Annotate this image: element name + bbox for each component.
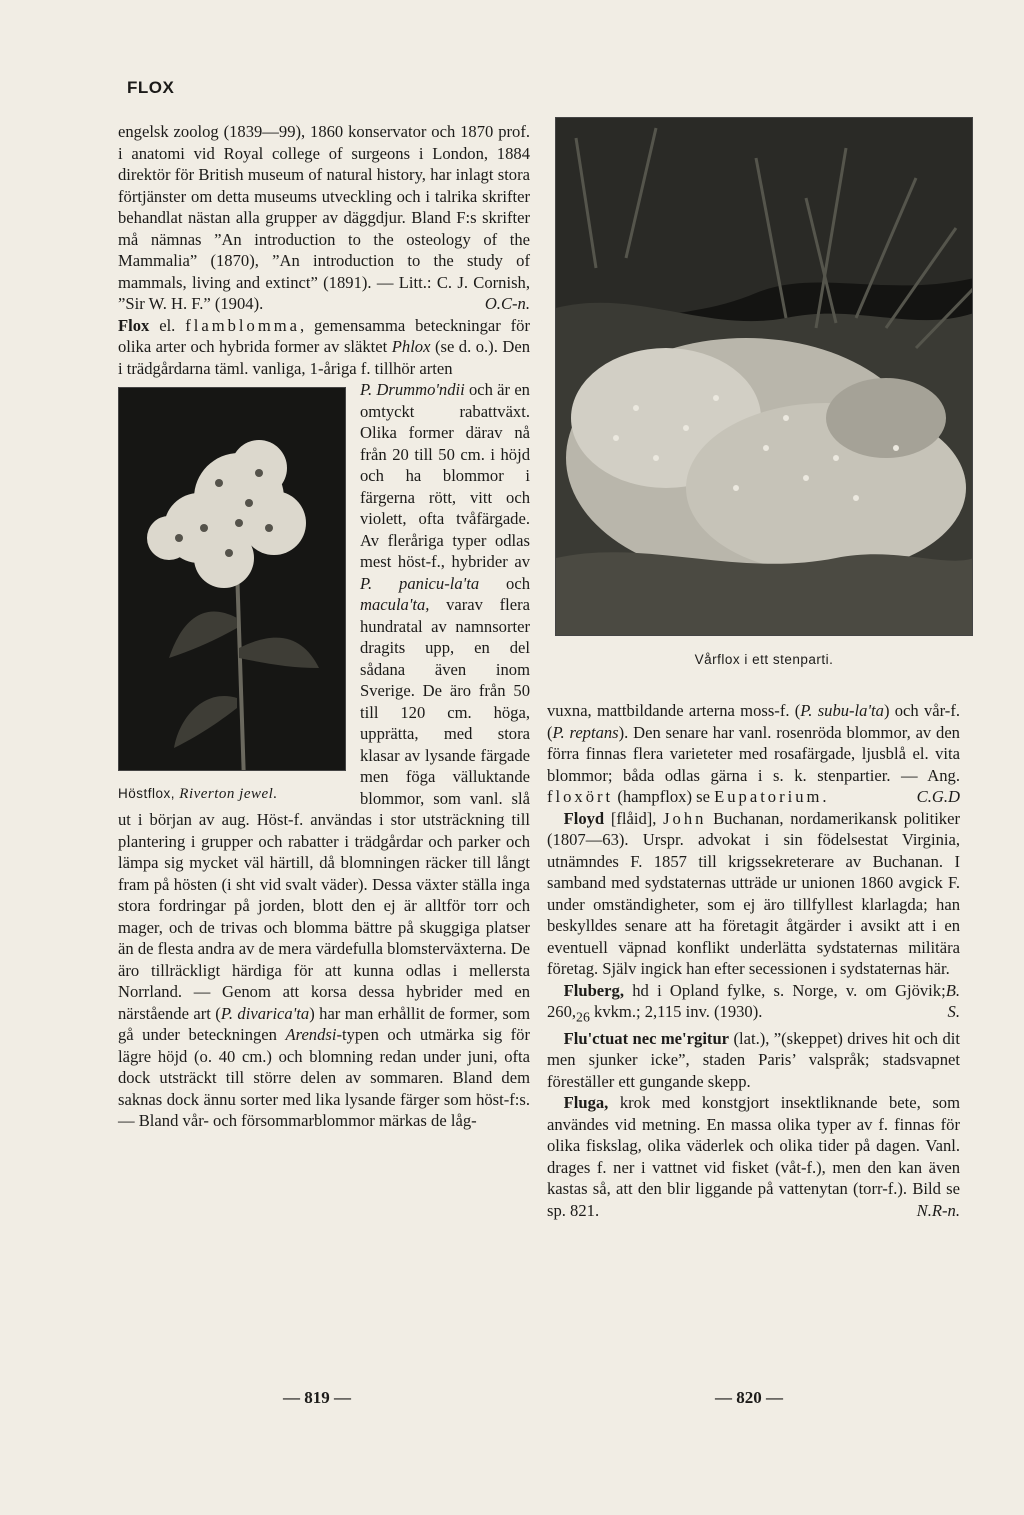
caption-hostflox: Höstflox, Riverton jewel. [118,785,278,802]
spaced-flamblomma: flamblomma [185,315,300,335]
varflox-photo-illustration [556,118,973,636]
caption-varflox: Vårflox i ett stenparti. [694,652,834,667]
headword-flox: Flox [118,315,150,335]
photo-hostflox [118,387,346,771]
figure-hostflox [118,387,346,805]
headword-fluctuat: Flu'ctuat nec me'rgitur [563,1028,730,1048]
entry-flower-end: engelsk zoolog (1839—99), 1860 konservator och 1870 prof. i anatomi vid Royal college of surgeons i London, 1884 direktör för British museum of natural history, har inlagt stora förtjänster om detta museums utveckling och i talrika skrifter behandlat nästan alla grupper av däggdjur. Bland F:s skrifter må nämnas ”An introduction to the osteology of the Mammalia” (1870), ”An introduction to the study of mammals, living and extinct” (1891). — Litt.: C. J. Cornish, ”Sir W. H. F.” (1904). O.C-n. [118,122,530,313]
headword-floyd: Floyd [563,808,605,828]
entry-flox: Flox el. flamblomma, gemensamma beteckningar för olika arter och hybrida former av släktet Phlox (se d. o.). Den i trädgårdarna täml. vanliga, 1-åriga f. tillhör arten [118,315,531,378]
running-header: FLOX [127,78,175,97]
column-820 [547,700,960,1221]
entry-fluga: Fluga, krok med konstgjort insektliknande bete, som användes vid metning. En massa olika typer av f. finnas för olika fiskslag, olika väderlek och olika tider på dagen. Vanl. drages f. ner i vattnet vid fisket (våt-f.), men den kan även kastas så, att den blir liggande på vattenytan (torr-f.). Bild se sp. 821. N.R-n. [547,1093,960,1220]
figure-varflox [555,117,973,667]
photo-varflox [555,117,973,636]
signature-s: S. [947,1002,960,1021]
page-number-820: — 820 — [715,1388,783,1407]
entry-floyd: Floyd [flåid], John Buchanan, nordamerikansk politiker (1807—63). Urspr. advokat i sin födelsestat Virginia, utnämndes F. 1857 till krigssekreterare av Buchanan. I samband med sydstaternas utträde ur unionen 1860 avgick F. under omständigheter, som ej äro tillfyllest klarlagda; han beskylldes senare att ha företagit åtgärder i avsikt att i en eventuell väpnad konflikt underlätta sydstaternas militära företag. Själv ingick han efter secessionen i sydstaternas här. B. [547,808,960,1000]
entry-fluctuat: Flu'ctuat nec me'rgitur (lat.), ”(skeppet) drives hit och dit men sjunker icke”, staden Paris’ valspråk; stadsvapnet föreställer ett gungande skepp. [547,1028,960,1091]
entry-fluberg: Fluberg, hd i Opland fylke, s. Norge, v. om Gjövik; $260,_{26}$ kvkm.; 2,115 inv. (1930). S. [547,980,960,1025]
headword-fluga: Fluga, [563,1093,609,1113]
column-819: engelsk zoolog (1839—99), 1860 konservator och 1870 prof. i anatomi vid Royal college of surgeons i London, 1884 direktör för British museum of natural history, har inlagt stora förtjänster om detta museums utveckling och i talrika skrifter behandlat nästan alla grupper av däggdjur. Bland F:s skrifter må nämnas ”An introduction to the osteology of the Mammalia” (1870), ”An introduction to the study of mammals, living and extinct” (1891). — Litt.: C. J. Cornish, ”Sir W. H. F.” (1904). O.C-n. Flox el. flamblomma, gemensamma beteckningar för olika arter och hybrida former av släktet Phlox (se d. o.). Den i trädgårdarna täml. vanliga, 1-åriga f. tillhör arten Höstflox, Riverton jewel. P. Drummo'ndii och är en omtyckt rabattväxt. Olika former därav nå från 20 till 50 cm. i höjd och ha blommor i färgerna rött, vitt och violett, ofta tvåfärgade. Av fleråriga typer odlas mest höst-f., hybrider av P. panicu-la'ta och macula'ta, varav flera hundratal av namnsorter dragits upp, en del sådana även inom Sverige. De äro från 50 till 120 cm. höga, upprätta, med stora klasar av lysande färgade men föga välluktande blommor, som vanl. slå ut i början av aug. Höst-f. användas i stor utsträckning till plantering i grupper och rabatter i trädgårdar och parker och lämpa sig mycket väl härtill, då blomningen räcker till långt fram på hösten (i sht vid svalt väder). Dessa växter ställa inga stora fordringar på jorden, blott den ej är alltför torr och mager, och de trivas och blomma bättre på skuggiga platser än de flesta andra av de mera värdefulla blomsterväxterna. De äro tillräckligt härdiga för att kunna odlas i mellersta Norrland. — Genom att korsa dessa hybrider med en närstående art (P. divarica'ta) har man erhållit de former, som gå under beteckningen Arendsi-typen och utmärka sig för lägre höjd (o. 40 cm.) och blomning redan under juni, ofta dock utsträckt till större delen av sommaren. Bland dem saknas dock ännu sorter med lika lysande färger som höst-f:s. — Bland vår- och försommarblommor märkas de låg- [118,122,531,1130]
headword-fluberg: Fluberg, [563,980,624,1000]
signature-ocn: O.C-n. [484,294,530,313]
signature-nrn: N.R-n. [916,1200,960,1220]
signature-b: B. [945,980,960,1000]
page-number-819: — 819 — [283,1388,351,1407]
signature-cgd: C.G.D [916,787,960,806]
entry-flox-cont: vuxna, mattbildande arterna moss-f. (P. subu-la'ta) och vår-f. (P. reptans). Den senare har vanl. rosenröda blommor, av den förra finnas flera varieteter med rosafärgade, ljusblå el. vita blommor; båda odlas gärna i s. k. stenpartier. — Ang. floxört (hampflox) se Eupatorium. C.G.D [547,701,961,806]
hostflox-photo-illustration [119,388,346,771]
